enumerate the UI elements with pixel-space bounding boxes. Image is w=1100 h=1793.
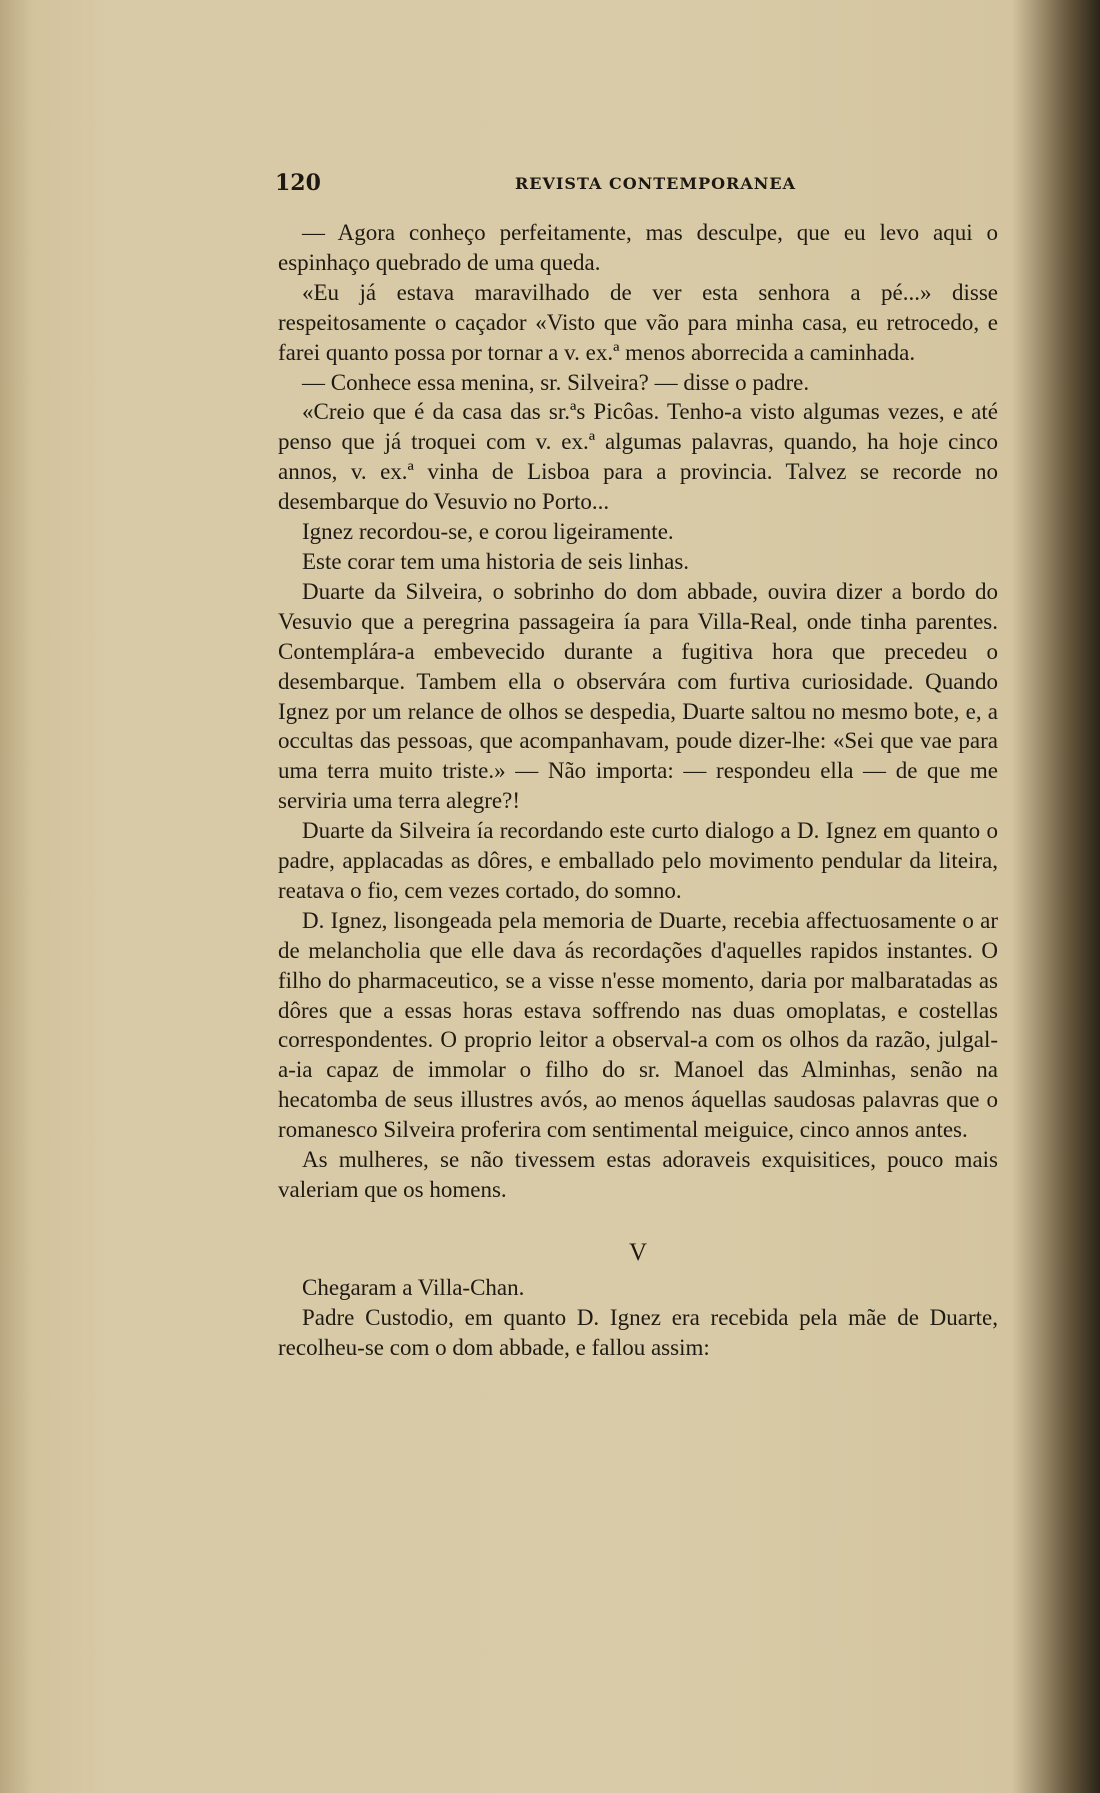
paragraph-6: Este corar tem uma historia de seis linhas. xyxy=(302,548,690,574)
paragraph-4: «Creio que é da casa das sr.ªs Picôas. Tenho-a visto algumas vezes, e até penso que já troquei com v. ex.ª algumas palavras, quando, ha hoje cinco annos, v. ex.ª vinha de Lisboa para a provincia. Talvez se recorde no desembarque do Vesuvio no Porto... xyxy=(278,399,998,515)
paragraph-1: — Agora conheço perfeitamente, mas desculpe, que eu levo aqui o espinhaço quebrado de uma queda. xyxy=(278,220,998,275)
section-paragraph-2: Padre Custodio, em quanto D. Ignez era recebida pela mãe de Duarte, recolheu-se com o dom abbade, e fallou assim: xyxy=(278,1304,998,1360)
section-heading: V xyxy=(628,1238,648,1266)
text-block xyxy=(278,218,998,1363)
paragraph-3: — Conhece essa menina, sr. Silveira? — disse o padre. xyxy=(302,369,810,395)
page-number: 120 xyxy=(275,170,321,196)
running-title: REVISTA CONTEMPORANEA xyxy=(515,174,796,193)
paragraph-8: Duarte da Silveira ía recordando este curto dialogo a D. Ignez em quanto o padre, applacadas as dôres, e emballado pelo movimento pendular da liteira, reatava o fio, cem vezes cortado, do somno. xyxy=(278,818,998,903)
paragraph-2: «Eu já estava maravilhado de ver esta senhora a pé...» disse respeitosamente o caçador «Visto que vão para minha casa, eu retrocedo, e farei quanto possa por tornar a v. ex.ª menos aborrecida a caminhada. xyxy=(278,279,998,365)
paragraph-9: D. Ignez, lisongeada pela memoria de Duarte, recebia affectuosamente o ar de melancholia que elle dava ás recordações d'aquelles rapidos instantes. O filho do pharmaceutico, se a visse n'esse momento, daria por malbaratadas as dôres que a essas horas estava soffrendo nas duas omoplatas, e costellas correspondentes. O proprio leitor a observal-a com os olhos da razão, julgal-a-ia capaz de immolar o filho do sr. Manoel das Alminhas, senão na hecatomba de seus illustres avós, ao menos áquellas saudosas palavras que o romanesco Silveira proferira com sentimental meiguice, cinco annos antes. xyxy=(278,907,998,1143)
paragraph-5: Ignez recordou-se, e corou ligeiramente. xyxy=(302,519,674,545)
paragraph-10: As mulheres, se não tivessem estas adoraveis exquisitices, pouco mais valeriam que os homens. xyxy=(278,1147,998,1202)
paragraph-7: Duarte da Silveira, o sobrinho do dom abbade, ouvira dizer a bordo do Vesuvio que a peregrina passageira ía para Villa-Real, onde tinha parentes. Contemplára-a embevecido durante a fugitiva hora que precedeu o desembarque. Tambem ella o observára com furtiva curiosidade. Quando Ignez por um relance de olhos se despedia, Duarte saltou no mesmo bote, e, a occultas das pessoas, que acompanhavam, poude dizer-lhe: «Sei que vae para uma terra muito triste.» — Não importa: — respondeu ella — de que me serviria uma terra alegre?! xyxy=(278,578,998,814)
section-paragraph-1: Chegaram a Villa-Chan. xyxy=(302,1274,525,1300)
